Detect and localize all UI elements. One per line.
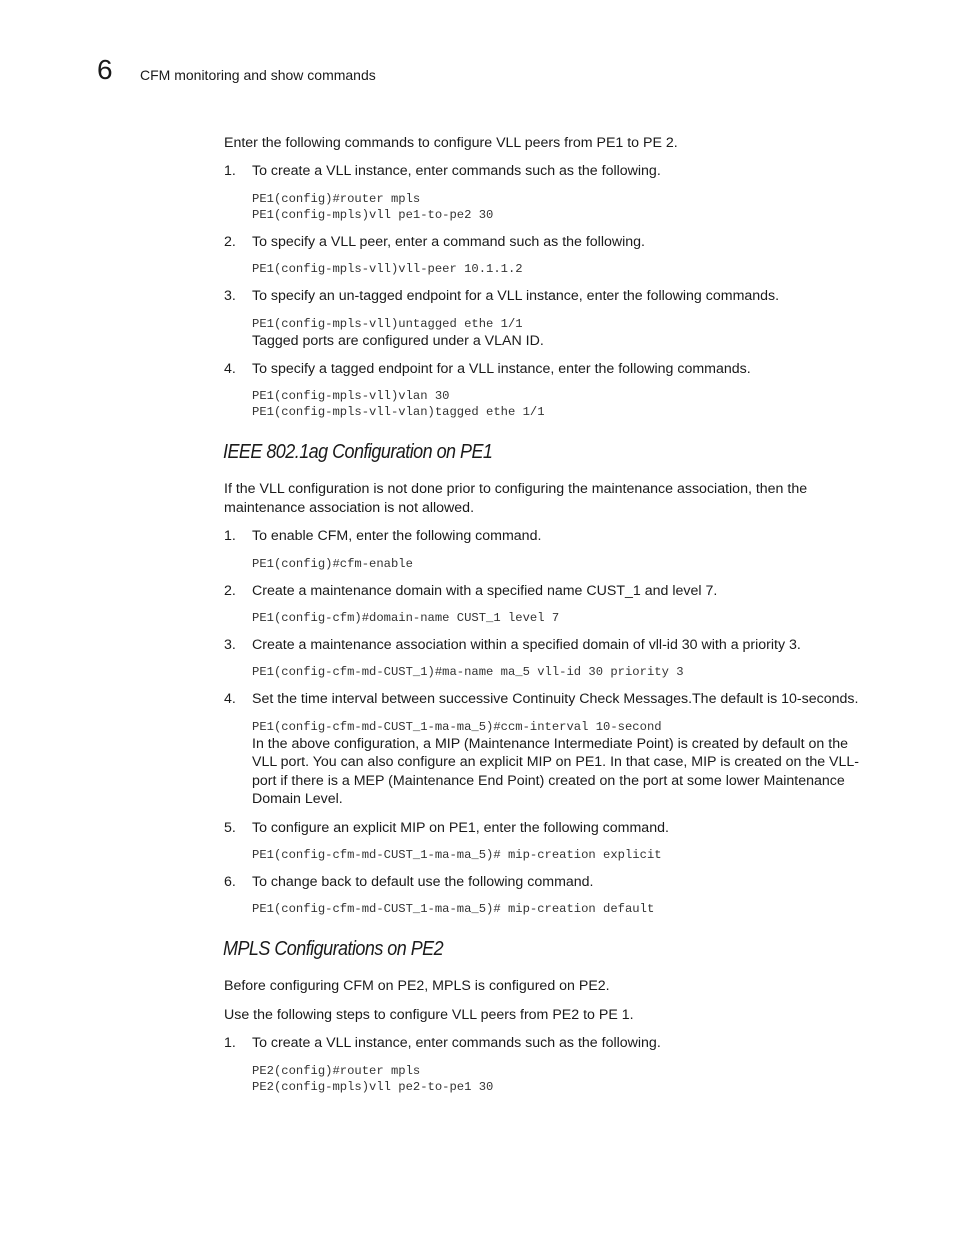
code-line: PE1(config-cfm-md-CUST_1-ma-ma_5)# mip-creation explicit [252,847,662,862]
step-number: 6. [224,873,236,890]
code-block [252,191,874,223]
step-number: 1. [224,528,236,545]
code-block [252,388,874,420]
step-text: To create a VLL instance, enter commands such as the following. [252,163,661,180]
code-block [252,316,874,332]
step-number: 5. [224,819,236,836]
step-item [224,287,874,305]
step-item [224,527,874,545]
step-note: In the above configuration, a MIP (Maintenance Intermediate Point) is created by default on the VLL port. You can also configure an explicit MIP on PE1. In that case, MIP is created on the VLL-port if there is a MEP (Maintenance End Point) created on the port at some lower Maintenance Domain Level. [252,735,860,808]
code-line: PE1(config-cfm)#domain-name CUST_1 level 7 [252,611,560,626]
intro-paragraph: Enter the following commands to configure VLL peers from PE1 to PE 2. [224,135,678,151]
step-number: 1. [224,163,236,180]
code-line: PE1(config-mpls-vll)vlan 30 [252,389,450,404]
step-text: To configure an explicit MIP on PE1, enter the following command. [252,819,669,836]
code-block [252,1063,874,1095]
step-item [224,873,874,891]
step-item [224,690,874,708]
step-text: To enable CFM, enter the following command. [252,528,542,545]
step-number: 1. [224,1035,236,1052]
code-line: PE1(config-cfm-md-CUST_1-ma-ma_5)#ccm-interval 10-second [252,719,662,734]
step-number: 2. [224,233,236,250]
step-item [224,819,874,837]
step-number: 4. [224,691,236,708]
section-intro: Before configuring CFM on PE2, MPLS is configured on PE2. [224,978,610,995]
step-text: To specify a tagged endpoint for a VLL instance, enter the following commands. [252,361,751,378]
section-heading: IEEE 802.1ag Configuration on PE1 [223,441,493,464]
code-line: PE2(config-mpls)vll pe2-to-pe1 30 [252,1079,494,1094]
step-text: Create a maintenance association within a specified domain of vll-id 30 with a priority 3. [252,637,801,654]
step-text: To change back to default use the following command. [252,873,594,890]
step-number: 4. [224,361,236,378]
step-item [224,582,874,600]
step-text: To specify a VLL peer, enter a command such as the following. [252,233,646,250]
step-item [224,162,874,180]
page-content [224,134,874,1105]
step-text: Create a maintenance domain with a specified name CUST_1 and level 7. [252,582,718,599]
step-text: Set the time interval between successive Continuity Check Messages.The default is 10-seconds. [252,691,859,708]
step-text: To create a VLL instance, enter commands such as the following. [252,1035,661,1052]
step-item [224,1034,874,1052]
code-block [252,901,874,917]
code-block [252,719,874,735]
code-line: PE1(config)#cfm-enable [252,556,413,571]
code-line: PE1(config)#router mpls [252,191,421,206]
section-intro: Use the following steps to configure VLL peers from PE2 to PE 1. [224,1006,634,1023]
code-line: PE1(config-mpls-vll-vlan)tagged ethe 1/1 [252,405,545,420]
section-intro: If the VLL configuration is not done prior to configuring the maintenance association, then the maintenance association is not allowed. [224,481,808,516]
code-line: PE1(config-mpls-vll)untagged ethe 1/1 [252,316,523,331]
step-item [224,636,874,654]
step-number: 3. [224,288,236,305]
code-line: PE1(config-cfm-md-CUST_1)#ma-name ma_5 vll-id 30 priority 3 [252,665,684,680]
chapter-number: 6 [97,54,113,85]
code-block [252,847,874,863]
step-number: 2. [224,582,236,599]
step-item [224,360,874,378]
code-line: PE2(config)#router mpls [252,1063,421,1078]
chapter-title: CFM monitoring and show commands [140,67,376,83]
step-note: Tagged ports are configured under a VLAN ID. [252,332,544,349]
code-block [252,556,874,572]
code-line: PE1(config-mpls-vll)vll-peer 10.1.1.2 [252,262,523,277]
step-item [224,233,874,251]
code-line: PE1(config-cfm-md-CUST_1-ma-ma_5)# mip-creation default [252,902,655,917]
code-block [252,664,874,680]
step-number: 3. [224,637,236,654]
code-block [252,610,874,626]
code-block [252,261,874,277]
step-text: To specify an un-tagged endpoint for a VLL instance, enter the following commands. [252,288,780,305]
code-line: PE1(config-mpls)vll pe1-to-pe2 30 [252,207,494,222]
section-heading: MPLS Configurations on PE2 [223,938,444,961]
